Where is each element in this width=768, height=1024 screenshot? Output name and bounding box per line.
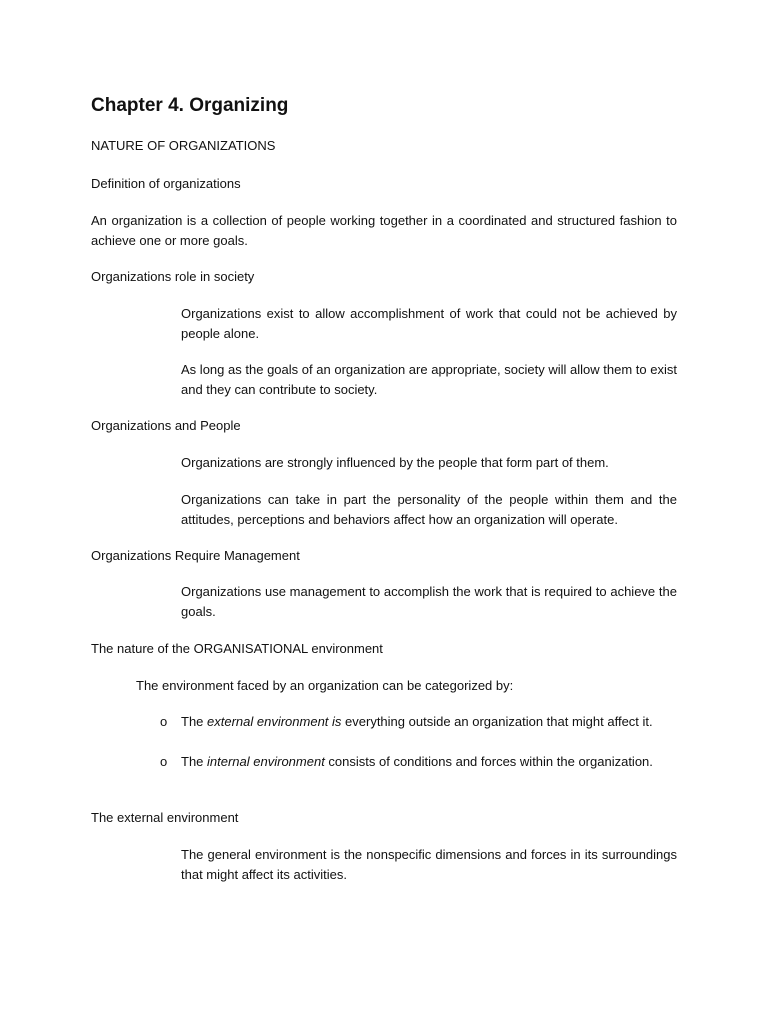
people-paragraph-1: Organizations are strongly influenced by the people that form part of them. [181,455,609,470]
management-heading: Organizations Require Management [91,548,300,563]
bullet-1-italic: external environment is [207,714,342,729]
definition-heading: Definition of organizations [91,176,241,191]
people-paragraph-2: Organizations can take in part the personality of the people within them and the attitudes, perceptions and behaviors affect how an organization will operate. [181,492,677,527]
bullet-marker-2: o [160,754,168,769]
bullet-1-prefix: The [181,714,208,729]
bullet-item-1 [181,712,677,732]
environment-intro: The environment faced by an organization can be categorized by: [136,678,514,693]
people-heading: Organizations and People [91,418,241,433]
bullet-item-2 [181,752,677,772]
bullet-1-suffix: everything outside an organization that might affect it. [341,714,653,729]
external-paragraph: The general environment is the nonspecific dimensions and forces in its surroundings that might affect its activities. [181,847,677,882]
chapter-title: Chapter 4. Organizing [91,95,289,116]
definition-paragraph: An organization is a collection of people working together in a coordinated and structured fashion to achieve one or more goals. [91,213,677,248]
management-paragraph: Organizations use management to accomplish the work that is required to achieve the goals. [181,584,677,619]
bullet-2-suffix: consists of conditions and forces within the organization. [324,754,653,769]
bullet-2-italic: internal environment [207,754,325,769]
section-nature-heading: NATURE OF ORGANIZATIONS [91,138,276,153]
environment-heading: The nature of the ORGANISATIONAL environment [91,641,383,656]
external-heading: The external environment [91,810,239,825]
role-paragraph-1: Organizations exist to allow accomplishment of work that could not be achieved by people alone. [181,306,677,341]
role-paragraph-2: As long as the goals of an organization are appropriate, society will allow them to exist and they can contribute to society. [181,362,677,397]
bullet-2-prefix: The [181,754,208,769]
role-heading: Organizations role in society [91,269,255,284]
bullet-marker-1: o [160,714,168,729]
